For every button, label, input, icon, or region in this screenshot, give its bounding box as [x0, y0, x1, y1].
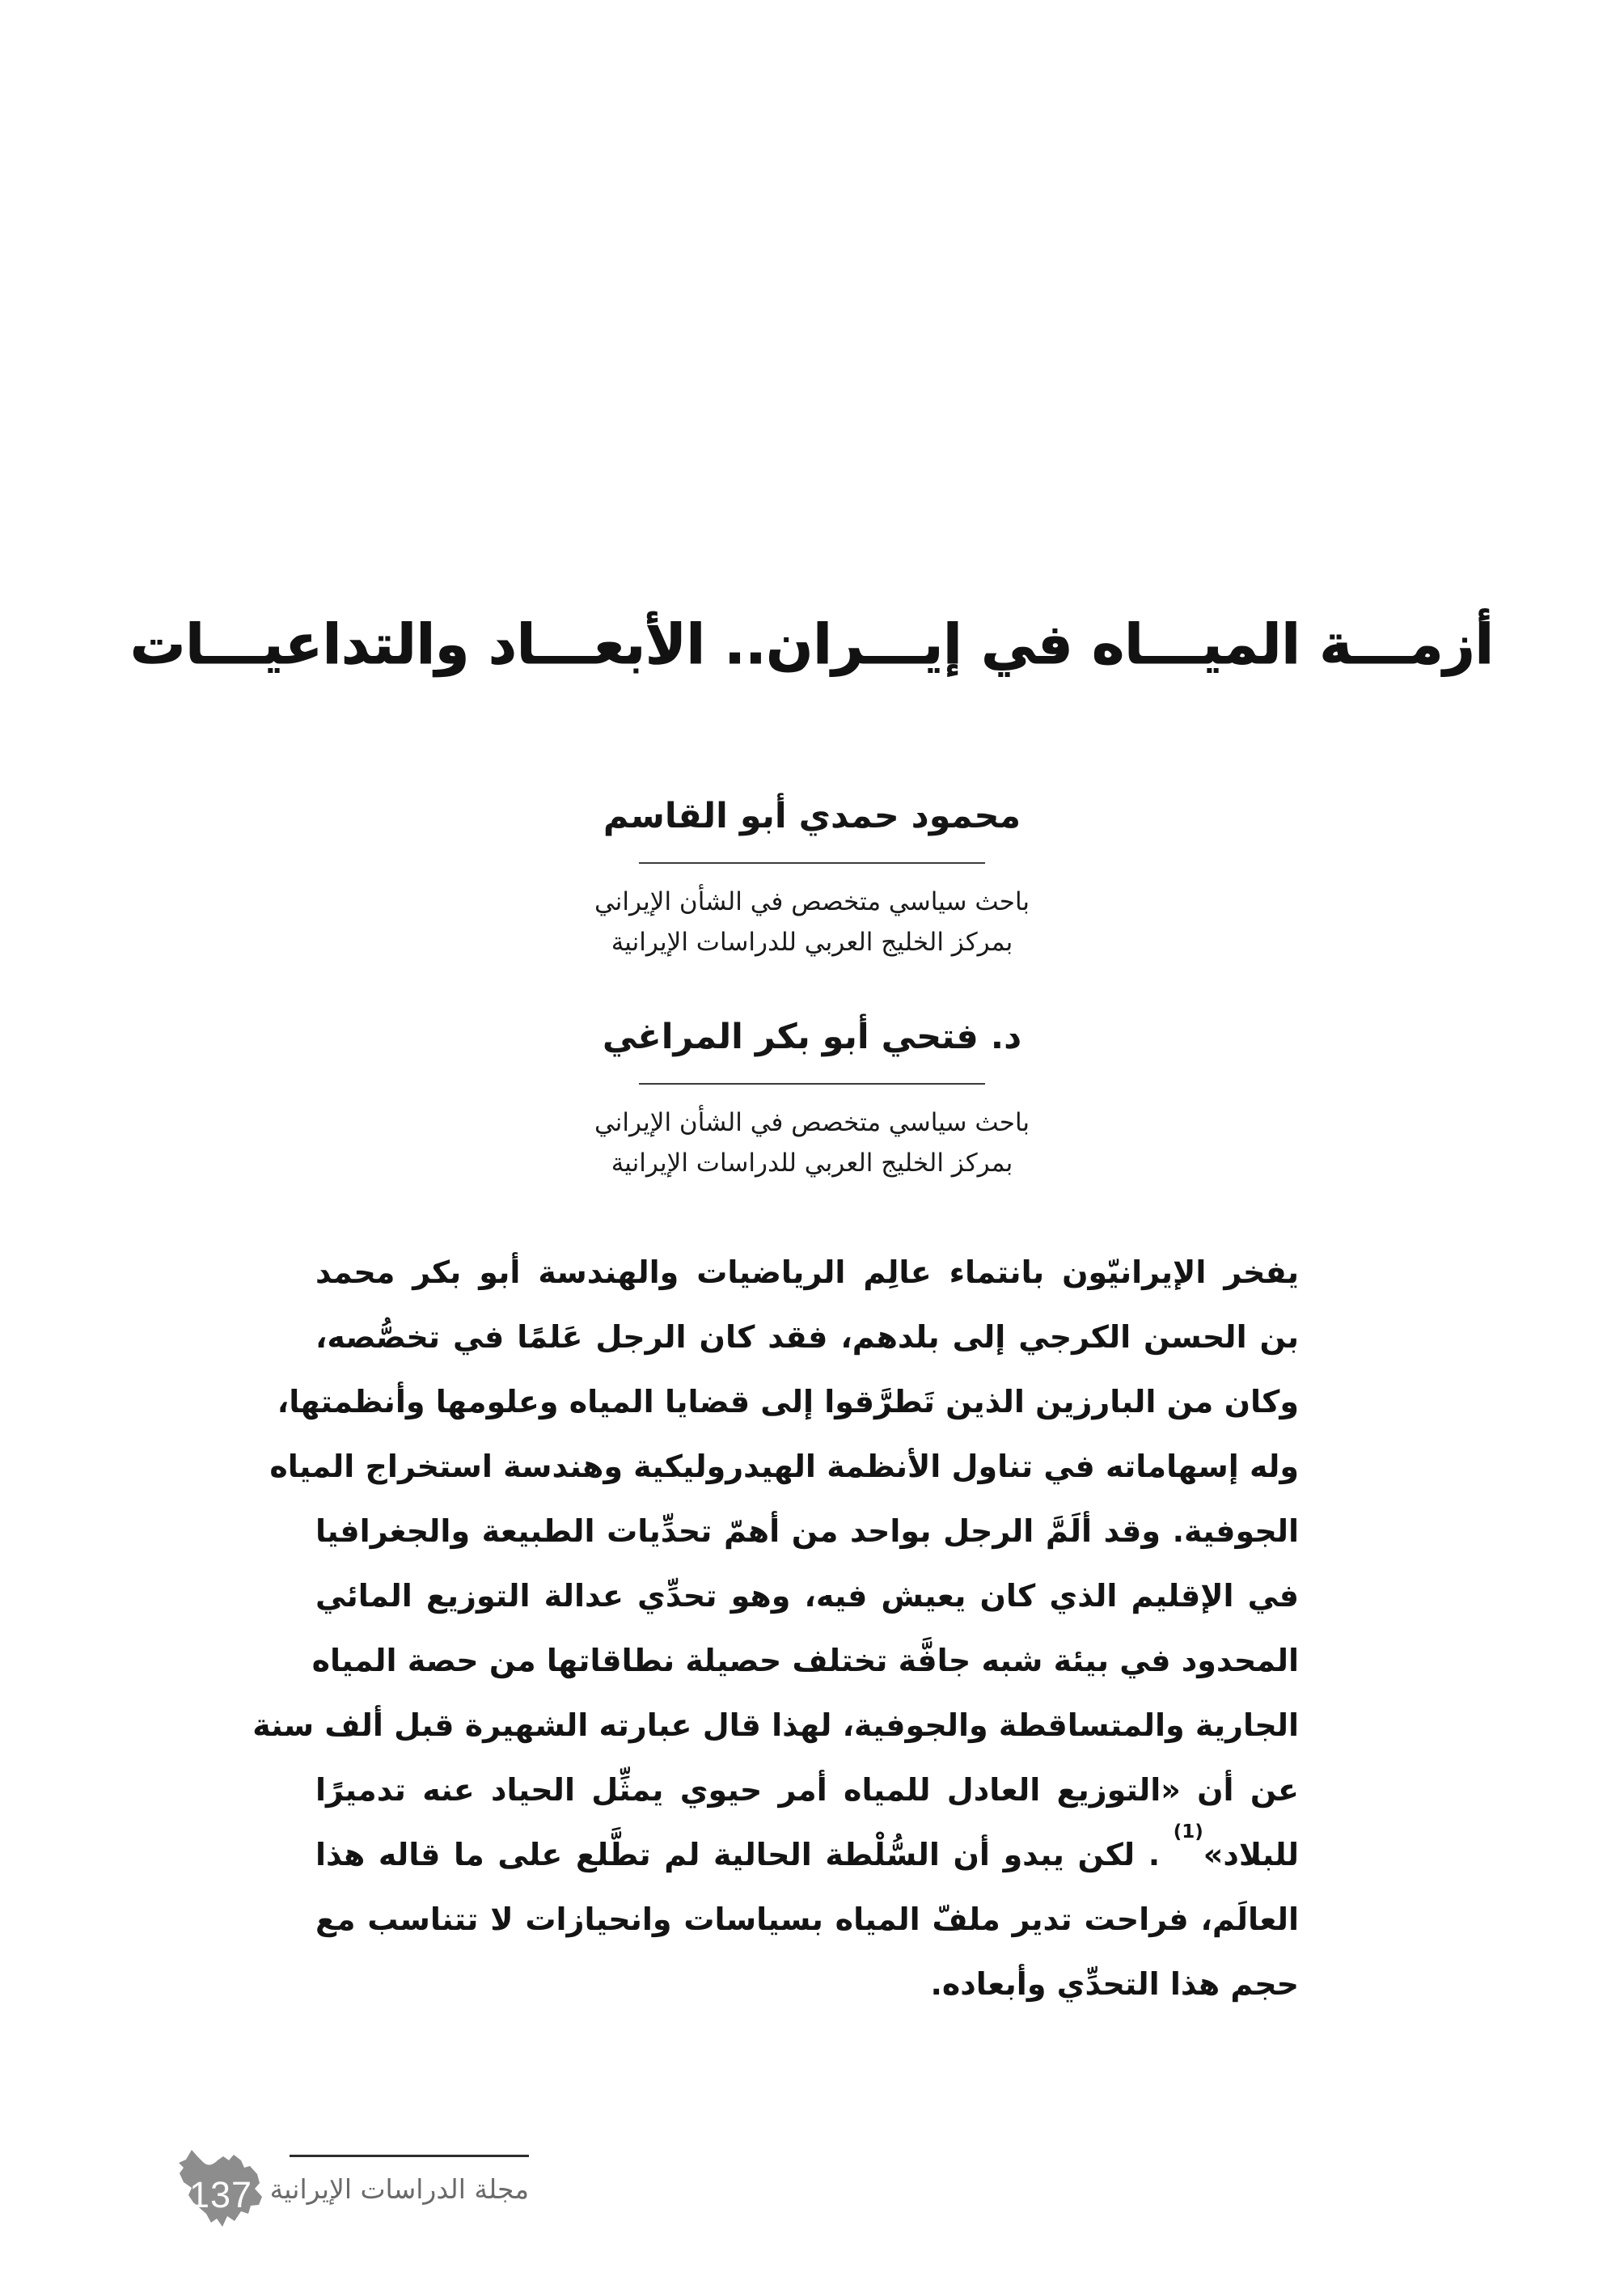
body-line-2: بن الحسن الكرجي إلى بلدهم، فقد كان الرجل عَلمًا في تخصُّصه، [315, 1319, 1299, 1355]
author-1-role [0, 882, 1624, 962]
author-2-role-line-2: بمركز الخليج العربي للدراسات الإيرانية [611, 1149, 1013, 1178]
author-1-name: محمود حمدي أبو القاسم [603, 796, 1021, 836]
body-line-10-text-after: . لكن يبدو أن السُّلْطة الحالية لم تطَّلع على ما قاله هذا [315, 1837, 1174, 1872]
author-1-role-line-2: بمركز الخليج العربي للدراسات الإيرانية [611, 928, 1013, 957]
footer-divider [290, 2155, 529, 2157]
page-number: 137 [188, 2174, 253, 2215]
body-line-3: وكان من البارزين الذين تَطرَّقوا إلى قضايا المياه وعلومها وأنظمتها، [277, 1384, 1299, 1419]
author-block-2 [0, 1013, 1624, 1183]
author-1-role-line-1: باحث سياسي متخصص في الشأن الإيراني [594, 887, 1030, 916]
body-line-6: في الإقليم الذي كان يعيش فيه، وهو تحدِّي عدالة التوزيع المائي [315, 1578, 1299, 1614]
author-2-role-line-1: باحث سياسي متخصص في الشأن الإيراني [594, 1108, 1030, 1137]
journal-name: مجلة الدراسات الإيرانية [269, 2173, 529, 2205]
article-body [252, 1240, 1299, 2016]
body-line-4: وله إسهاماته في تناول الأنظمة الهيدروليكية وهندسة استخراج المياه [269, 1449, 1299, 1484]
author-1-divider [639, 862, 985, 864]
article-title: أزمـــة الميـــاه في إيـــران.. الأبعـــاد والتداعيـــات [130, 613, 1494, 677]
body-line-10: للبلاد»$^{(1)}$ . لكن يبدو أن السُّلْطة الحالية لم تطَّلع على ما قاله هذا [315, 1821, 1299, 1872]
body-line-12: حجم هذا التحدِّي وأبعاده. [930, 1966, 1299, 2002]
body-line-1: يفخر الإيرانيّون بانتماء عالِم الرياضيات والهندسة أبو بكر محمد [315, 1254, 1299, 1290]
author-2-name: د. فتحي أبو بكر المراغي [602, 1017, 1022, 1057]
body-line-5: الجوفية. وقد ألَمَّ الرجل بواحد من أهمّ تحدِّيات الطبيعة والجغرافيا [315, 1513, 1299, 1549]
body-line-8: الجارية والمتساقطة والجوفية، لهذا قال عبارته الشهيرة قبل ألف سنة [252, 1707, 1299, 1743]
author-block-1 [0, 793, 1624, 962]
body-line-7: المحدود في بيئة شبه جافَّة تختلف حصيلة نطاقاتها من حصة المياه [311, 1643, 1299, 1678]
author-2-role [0, 1102, 1624, 1183]
body-line-11: العالَم، فراحت تدير ملفّ المياه بسياسات وانحيازات لا تتناسب مع [315, 1902, 1299, 1937]
body-line-10-text-before: للبلاد» [1203, 1837, 1299, 1872]
author-2-divider [639, 1083, 985, 1085]
body-line-9: عن أن «التوزيع العادل للمياه أمر حيوي يمثِّل الحياد عنه تدميرًا [315, 1772, 1299, 1808]
